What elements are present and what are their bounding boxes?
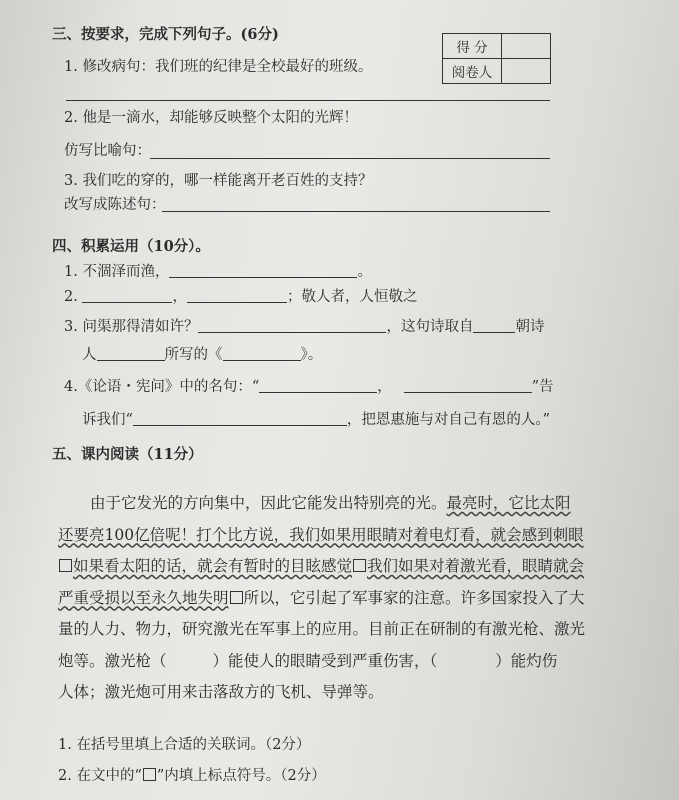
s3-q3-prompt: 改写成陈述句： <box>64 197 166 213</box>
s4-question-3-line-2 <box>82 346 322 364</box>
s4-question-3-line-1 <box>64 318 544 336</box>
section5-heading: 五、课内阅读（11分） <box>52 446 203 463</box>
s4-q3-part-a: 3. 问渠那得清如许？ <box>64 319 199 335</box>
s4-q4-part-e: ，把恩惠施与对自己有恩的人。” <box>346 412 551 428</box>
s4-q3-blank-poet[interactable] <box>97 346 165 361</box>
s4-q4-blank-3[interactable] <box>133 411 347 426</box>
s4-q2-blank-1[interactable] <box>82 288 172 303</box>
s4-q1-text: 不涸泽而渔， <box>82 264 170 280</box>
s4-q3-part-b: ，这句诗取自 <box>386 319 474 335</box>
s4-q4-blank-2[interactable] <box>404 378 532 393</box>
s4-question-4-line-1 <box>64 378 554 396</box>
passage-l6-part-c: ）能灼伤 <box>495 651 558 670</box>
s3-answer-line-3[interactable] <box>162 211 550 212</box>
s3-answer-line-1[interactable] <box>66 100 550 101</box>
s5-q2-part-a: 2. 在文中的“ <box>58 768 142 784</box>
passage-l1-plain: 由于它发光的方向集中，因此它能发出特别亮的光。 <box>90 494 447 512</box>
s4-q2-blank-2[interactable] <box>187 288 287 303</box>
score-table <box>442 33 551 84</box>
s4-question-1 <box>64 263 372 281</box>
s4-q4-blank-1[interactable] <box>259 378 377 393</box>
reading-passage <box>58 488 598 709</box>
passage-l1-wavy: 最亮时，它比太阳 <box>446 494 571 512</box>
s5-q2-part-b: ”内填上标点符号。（2分） <box>156 768 326 784</box>
punctuation-box-3[interactable] <box>230 591 243 604</box>
passage-line-5: 量的人力、物力，研究激光在军事上的应用。目前正在研制的有激光枪、激光 <box>58 620 586 638</box>
s4-q3-blank-dynasty[interactable] <box>473 318 515 333</box>
s4-q3-part-c: 朝诗 <box>515 319 545 335</box>
section4-heading: 四、积累运用（10分）。 <box>52 238 210 255</box>
s4-q3-part-f: 》。 <box>300 347 323 363</box>
passage-line-7: 人体；激光炮可用来击落敌方的飞机、导弹等。 <box>58 683 384 701</box>
score-value-cell[interactable] <box>502 34 551 59</box>
section3-heading: 三、按要求，完成下列句子。(6分) <box>52 26 279 43</box>
passage-line-2 <box>58 520 598 552</box>
s4-q2-number: 2. <box>64 289 78 305</box>
passage-l3-part-b: 我们如果对着激光看，眼睛就会 <box>367 557 585 575</box>
s3-question-1: 1. 修改病句：我们班的纪律是全校最好的班级。 <box>64 59 373 75</box>
s4-q4-part-c: ”告 <box>531 379 554 395</box>
passage-line-1 <box>58 488 598 520</box>
s3-question-2: 2. 他是一滴水，却能够反映整个太阳的光辉！ <box>64 110 358 126</box>
punctuation-box-1[interactable] <box>59 559 72 572</box>
s4-question-2 <box>64 288 417 306</box>
s5-question-1: 1. 在括号里填上合适的关联词。（2分） <box>58 737 311 753</box>
s4-q1-end: 。 <box>357 264 372 280</box>
s4-q1-number: 1. <box>64 264 78 280</box>
passage-l6-part-a: 炮等。激光枪（ <box>58 651 167 670</box>
score-label: 得 分 <box>443 34 502 59</box>
passage-l3-part-a: 如果看太阳的话，就会有暂时的目眩感觉 <box>73 557 353 575</box>
s3-answer-line-2[interactable] <box>150 158 550 159</box>
passage-l4-plain: 所以，它引起了军事家的注意。许多国家投入了大 <box>243 588 585 607</box>
grader-value-cell[interactable] <box>502 59 551 84</box>
passage-l2-wavy: 还要亮100亿倍呢！打个比方说，我们如果用眼睛对着电灯看，就会感到刺眼 <box>58 525 584 544</box>
punctuation-box-2[interactable] <box>353 559 366 572</box>
s4-question-4-line-2 <box>82 411 550 429</box>
passage-l6-part-b: ）能使人的眼睛受到严重伤害，（ <box>212 651 438 670</box>
passage-line-4 <box>58 583 598 615</box>
s4-q3-blank-title[interactable] <box>223 346 301 361</box>
s5-question-2 <box>58 767 326 785</box>
s4-q3-blank-verse[interactable] <box>198 318 386 333</box>
s4-q4-part-d: 诉我们“ <box>82 412 133 428</box>
s3-question-3: 3. 我们吃的穿的，哪一样能离开老百姓的支持？ <box>64 173 373 189</box>
s4-q2-comma: ， <box>172 289 187 305</box>
passage-l4-wavy: 严重受损以至永久地失明 <box>58 588 229 607</box>
s4-q4-part-b: ， <box>377 379 392 395</box>
s3-q2-prompt: 仿写比喻句： <box>64 143 151 159</box>
grader-label: 阅卷人 <box>443 59 502 84</box>
passage-line-6 <box>58 646 598 678</box>
punctuation-box-sample <box>143 768 156 781</box>
s4-q1-blank[interactable] <box>169 263 357 278</box>
s4-q4-part-a: 4.《论语・宪问》中的名句：“ <box>64 379 260 395</box>
s4-q2-text: ；敬人者，人恒敬之 <box>286 289 418 305</box>
passage-line-3 <box>58 551 598 583</box>
s4-q3-part-e: 所写的《 <box>164 347 223 363</box>
s4-q3-part-d: 人 <box>82 347 97 363</box>
